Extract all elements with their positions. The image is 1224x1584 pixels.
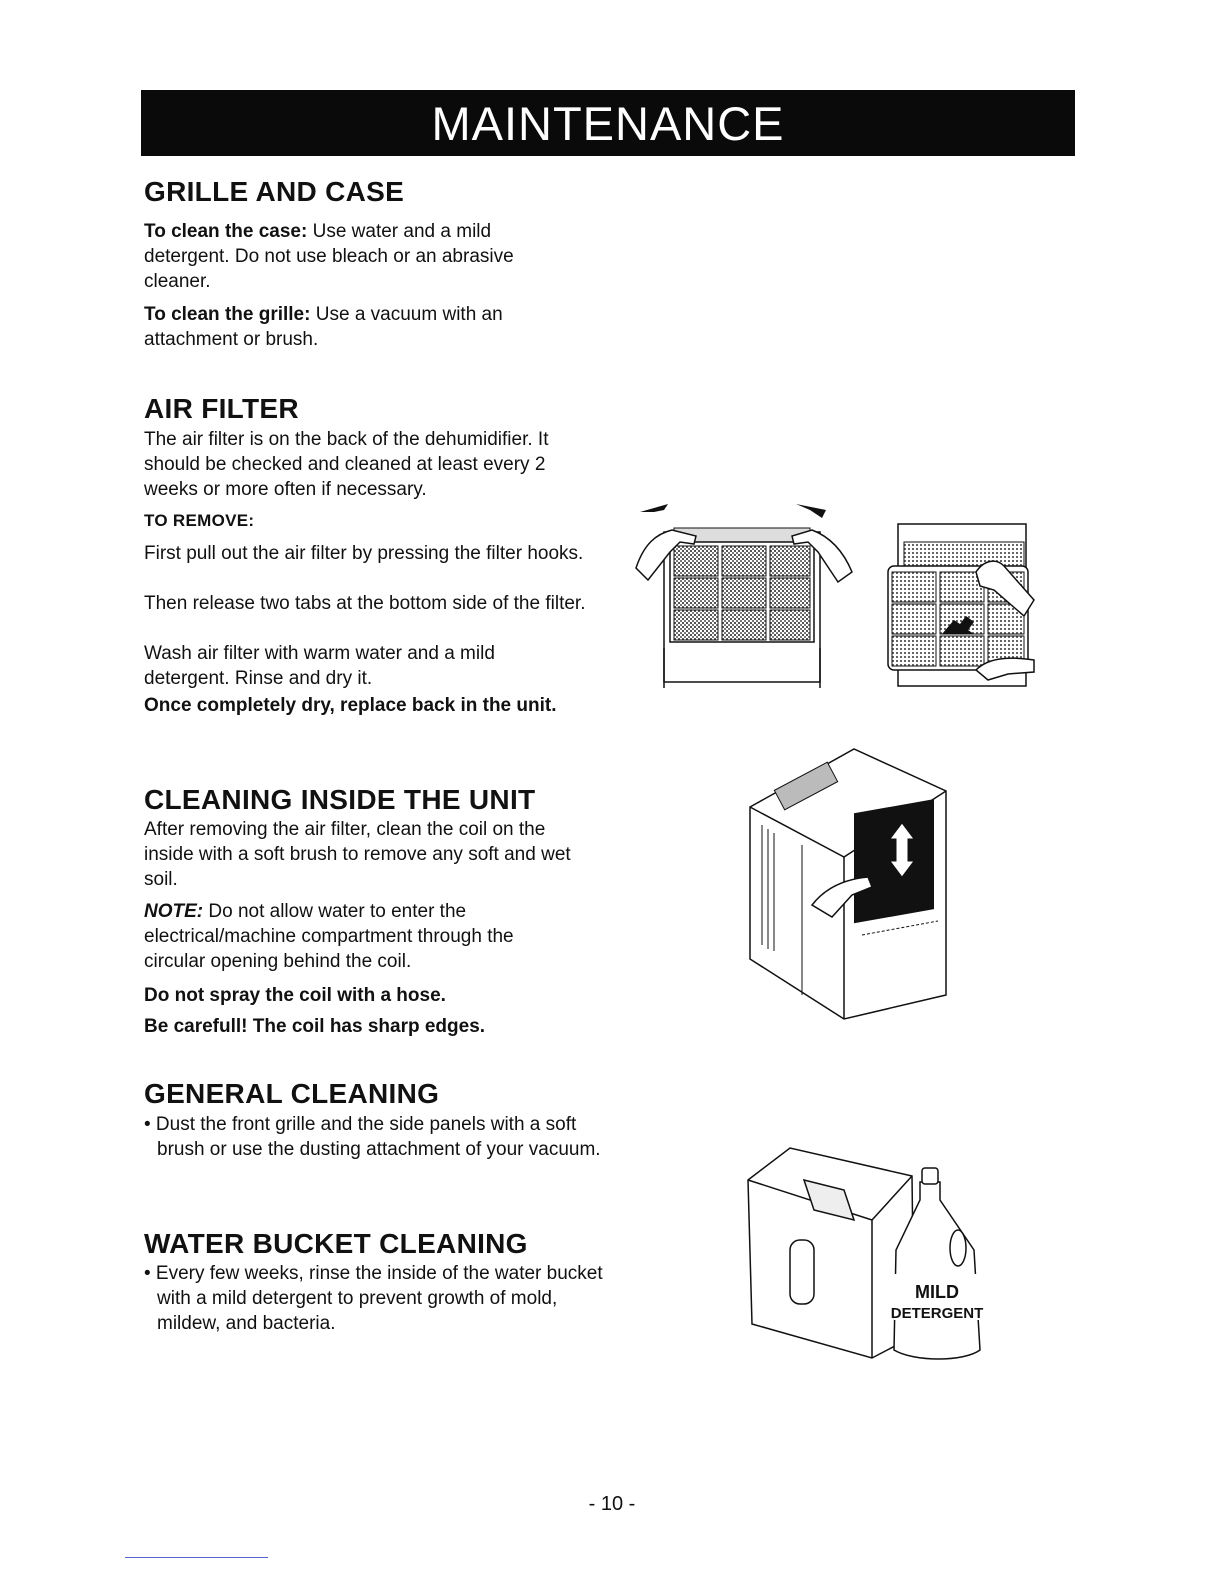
remove-step-2: Then release two tabs at the bottom side of the filter.	[144, 593, 586, 614]
general-cleaning-heading: GENERAL CLEANING	[144, 1078, 440, 1109]
general-cleaning-bullet: • Dust the front grille and the side panels with a soft brush or use the dusting attachment of your vacuum.	[144, 1114, 601, 1160]
page-number: - 10 -	[588, 1493, 636, 1515]
clean-grille-text: Use a vacuum with an attachment or brush.	[144, 304, 503, 350]
left-arrow-icon	[640, 504, 668, 512]
to-remove-heading: TO REMOVE:	[144, 511, 255, 530]
footer-rule	[125, 1557, 268, 1558]
water-bucket-heading: WATER BUCKET CLEANING	[144, 1228, 528, 1259]
filter-removal-illustration	[630, 498, 860, 690]
note-label: NOTE:	[144, 901, 204, 922]
clean-case-paragraph	[144, 219, 564, 294]
remove-step-3: Wash air filter with warm water and a mild detergent. Rinse and dry it.	[144, 643, 495, 689]
cleaning-inside-note	[144, 899, 574, 974]
clean-grille-paragraph	[144, 302, 564, 352]
clean-case-text: Use water and a mild detergent. Do not use bleach or an abrasive cleaner.	[144, 221, 514, 292]
page-title: MAINTENANCE	[431, 97, 785, 150]
cleaning-inside-heading: CLEANING INSIDE THE UNIT	[144, 784, 536, 815]
right-arrow-icon	[796, 504, 826, 518]
water-bucket-icon	[748, 1148, 914, 1358]
warning-sharp-edges: Be carefull! The coil has sharp edges.	[144, 1016, 486, 1037]
air-filter-intro: The air filter is on the back of the dehumidifier. It should be checked and cleaned at least every 2 weeks or more often if necessary.	[144, 429, 549, 500]
remove-step-1: First pull out the air filter by pressing the filter hooks.	[144, 543, 584, 564]
cleaning-inside-text: After removing the air filter, clean the coil on the inside with a soft brush to remove any soft and wet soil.	[144, 819, 571, 890]
water-bucket-bullet: • Every few weeks, rinse the inside of the water bucket with a mild detergent to prevent growth of mold, mildew, and bacteria.	[144, 1263, 603, 1334]
page-banner	[141, 90, 1075, 156]
filter-tab-release-illustration	[884, 520, 1044, 690]
air-filter-heading: AIR FILTER	[144, 393, 299, 424]
warning-hose: Do not spray the coil with a hose.	[144, 985, 446, 1006]
clean-grille-label: To clean the grille:	[144, 304, 311, 325]
bottle-label-line2: DETERGENT	[890, 1305, 984, 1322]
replace-note: Once completely dry, replace back in the unit.	[144, 695, 557, 716]
grille-and-case-heading: GRILLE AND CASE	[144, 176, 405, 207]
note-text: Do not allow water to enter the electrical/machine compartment through the circular opening behind the coil.	[144, 901, 514, 972]
bucket-cleaning-illustration	[744, 1140, 988, 1362]
cleaning-inside-illustration	[742, 745, 948, 1023]
clean-case-label: To clean the case:	[144, 221, 308, 242]
bottle-label-line1: MILD	[915, 1282, 959, 1302]
